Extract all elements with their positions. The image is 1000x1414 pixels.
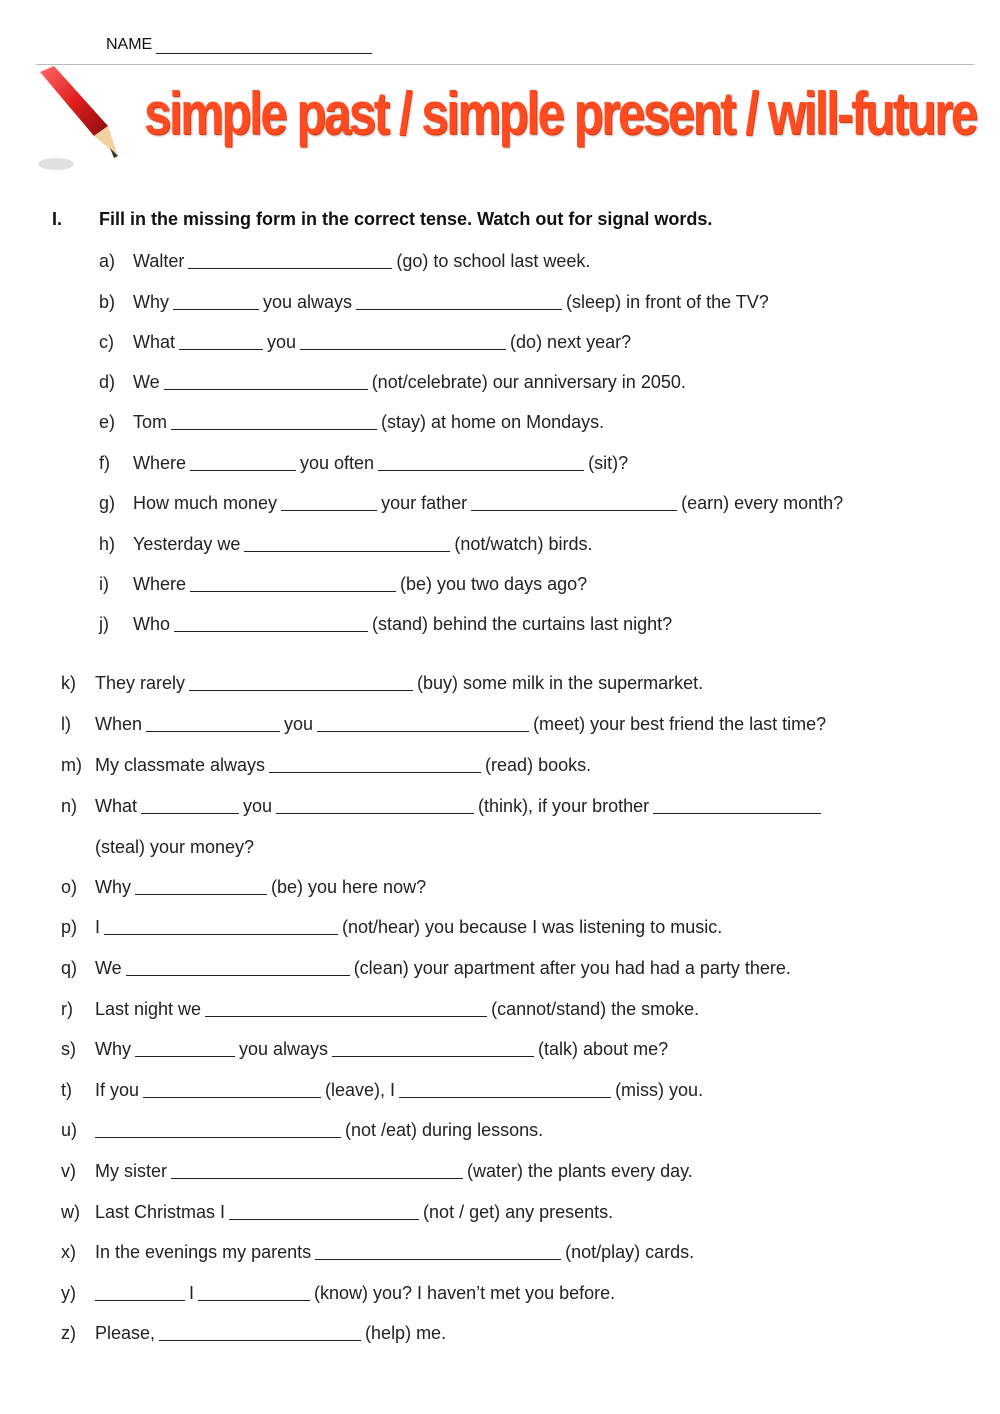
exercise-item-o	[61, 876, 426, 898]
item-text: you always	[239, 1039, 329, 1059]
item-label: w)	[61, 1202, 80, 1222]
exercise-item-s	[61, 1038, 668, 1060]
item-text: (not /eat) during lessons.	[345, 1120, 544, 1140]
item-label: c)	[99, 332, 114, 352]
item-label: l)	[61, 714, 71, 734]
item-text: (water) the plants every day.	[467, 1161, 693, 1181]
item-text: (miss) you.	[615, 1080, 704, 1100]
name-field	[106, 36, 372, 54]
exercise-item-t	[61, 1079, 703, 1101]
item-text: Please,	[95, 1323, 156, 1343]
answer-blank[interactable]	[378, 452, 584, 471]
answer-blank[interactable]	[244, 533, 450, 552]
item-text: My classmate always	[95, 755, 266, 775]
answer-blank[interactable]	[141, 795, 239, 814]
item-text: They rarely	[95, 673, 186, 693]
answer-blank[interactable]	[171, 411, 377, 430]
item-label: p)	[61, 917, 78, 937]
answer-blank[interactable]	[174, 613, 368, 632]
exercise-item-x	[61, 1241, 694, 1263]
item-text: Who	[133, 614, 171, 634]
item-text: We	[133, 372, 160, 392]
section-number: I.	[52, 209, 63, 229]
item-text: Yesterday we	[133, 534, 241, 554]
header-rule	[36, 64, 974, 65]
answer-blank[interactable]	[399, 1079, 611, 1098]
exercise-item-e	[99, 411, 604, 433]
name-blank[interactable]	[156, 37, 372, 54]
item-label: d)	[99, 372, 116, 392]
item-text: Why	[95, 1039, 131, 1059]
item-text: (sit)?	[588, 453, 629, 473]
exercise-item-m	[61, 754, 591, 776]
answer-blank[interactable]	[332, 1038, 534, 1057]
exercise-item-i	[99, 573, 587, 595]
answer-blank[interactable]	[95, 1119, 341, 1138]
answer-blank[interactable]	[173, 291, 259, 310]
item-text: (help) me.	[365, 1323, 447, 1343]
answer-blank[interactable]	[171, 1160, 463, 1179]
exercise-item-n	[61, 795, 825, 817]
item-text: (sleep) in front of the TV?	[566, 292, 769, 312]
item-text: (not / get) any presents.	[423, 1202, 614, 1222]
item-label: f)	[99, 453, 110, 473]
item-text: I	[95, 917, 101, 937]
item-text: Tom	[133, 412, 168, 432]
item-text: What	[95, 796, 138, 816]
answer-blank[interactable]	[190, 573, 396, 592]
item-text: Last Christmas I	[95, 1202, 226, 1222]
item-text: (cannot/stand) the smoke.	[491, 999, 700, 1019]
item-label: h)	[99, 534, 116, 554]
item-text: (buy) some milk in the supermarket.	[417, 673, 704, 693]
item-text: you	[243, 796, 273, 816]
exercise-item-p	[61, 916, 722, 938]
exercise-item-z	[61, 1322, 446, 1344]
item-text: Last night we	[95, 999, 202, 1019]
item-text: (do) next year?	[510, 332, 632, 352]
item-text: you often	[300, 453, 375, 473]
item-text: When	[95, 714, 143, 734]
item-text: your father	[381, 493, 468, 513]
answer-blank[interactable]	[190, 452, 296, 471]
item-text: I	[189, 1283, 195, 1303]
item-text: What	[133, 332, 176, 352]
item-text: (leave), I	[325, 1080, 396, 1100]
item-label: j)	[99, 614, 109, 634]
exercise-item-g	[99, 492, 843, 514]
item-label: v)	[61, 1161, 76, 1181]
item-text: (not/play) cards.	[565, 1242, 695, 1262]
answer-blank[interactable]	[143, 1079, 321, 1098]
answer-blank[interactable]	[471, 492, 677, 511]
item-text: (talk) about me?	[538, 1039, 669, 1059]
item-text: (stand) behind the curtains last night?	[372, 614, 673, 634]
item-label: s)	[61, 1039, 76, 1059]
item-text: Walter	[133, 251, 185, 271]
instruction-text: Fill in the missing form in the correct tense. Watch out for signal words.	[99, 209, 713, 229]
item-text: How much money	[133, 493, 278, 513]
item-label: q)	[61, 958, 78, 978]
item-text: My sister	[95, 1161, 167, 1181]
item-text: (stay) at home on Mondays.	[381, 412, 605, 432]
item-label: a)	[99, 251, 116, 271]
exercise-item-w	[61, 1201, 613, 1223]
answer-blank[interactable]	[95, 1282, 185, 1301]
answer-blank[interactable]	[164, 371, 368, 390]
item-label: x)	[61, 1242, 76, 1262]
item-label: t)	[61, 1080, 72, 1100]
answer-blank[interactable]	[229, 1201, 419, 1220]
exercise-item-v	[61, 1160, 693, 1182]
answer-blank[interactable]	[159, 1322, 361, 1341]
exercise-item-u	[61, 1119, 543, 1141]
item-text: (steal) your money?	[95, 837, 255, 857]
item-text: you	[284, 714, 314, 734]
answer-blank[interactable]	[317, 713, 529, 732]
exercise-item-n-continued	[95, 836, 254, 858]
exercise-item-l	[61, 713, 826, 735]
exercise-item-h	[99, 533, 592, 555]
worksheet-title: simple past / simple present / will-future	[144, 80, 976, 147]
item-label: y)	[61, 1283, 76, 1303]
exercise-item-k	[61, 672, 703, 694]
item-text: (know) you? I haven’t met you before.	[314, 1283, 616, 1303]
name-label: NAME	[106, 36, 153, 53]
answer-blank[interactable]	[653, 795, 821, 814]
answer-blank[interactable]	[104, 916, 338, 935]
exercise-item-c	[99, 331, 631, 353]
item-text: (not/celebrate) our anniversary in 2050.	[371, 372, 686, 392]
item-label: g)	[99, 493, 116, 513]
exercise-item-q	[61, 957, 791, 979]
section-instruction	[52, 209, 712, 230]
item-label: b)	[99, 292, 116, 312]
answer-blank[interactable]	[189, 672, 413, 691]
answer-blank[interactable]	[300, 331, 506, 350]
item-text: In the evenings my parents	[95, 1242, 312, 1262]
answer-blank[interactable]	[179, 331, 263, 350]
item-text: (think), if your brother	[478, 796, 650, 816]
item-text: Where	[133, 453, 187, 473]
item-label: z)	[61, 1323, 76, 1343]
item-text: Why	[133, 292, 169, 312]
answer-blank[interactable]	[269, 754, 481, 773]
exercise-item-y	[61, 1282, 615, 1304]
answer-blank[interactable]	[198, 1282, 310, 1301]
item-label: m)	[61, 755, 82, 775]
item-label: e)	[99, 412, 116, 432]
item-label: i)	[99, 574, 109, 594]
item-text: (read) books.	[485, 755, 592, 775]
exercise-item-a	[99, 250, 590, 272]
answer-blank[interactable]	[135, 1038, 235, 1057]
exercise-item-b	[99, 291, 769, 313]
item-text: Why	[95, 877, 131, 897]
answer-blank[interactable]	[135, 876, 267, 895]
answer-blank[interactable]	[146, 713, 280, 732]
item-text: (earn) every month?	[681, 493, 844, 513]
item-text: (go) to school last week.	[396, 251, 591, 271]
item-text: (clean) your apartment after you had had a party there.	[353, 958, 791, 978]
answer-blank[interactable]	[315, 1241, 561, 1260]
exercise-item-r	[61, 998, 699, 1020]
answer-blank[interactable]	[126, 957, 350, 976]
item-text: (meet) your best friend the last time?	[533, 714, 827, 734]
item-text: you always	[263, 292, 353, 312]
answer-blank[interactable]	[356, 291, 562, 310]
exercise-item-f	[99, 452, 628, 474]
item-text: you	[267, 332, 297, 352]
pencil-icon	[36, 64, 122, 174]
item-text: (not/watch) birds.	[454, 534, 593, 554]
item-label: u)	[61, 1120, 78, 1140]
exercise-item-j	[99, 613, 672, 635]
item-text: Where	[133, 574, 187, 594]
item-label: k)	[61, 673, 76, 693]
answer-blank[interactable]	[188, 250, 392, 269]
item-text: (be) you two days ago?	[400, 574, 588, 594]
item-text: (not/hear) you because I was listening to music.	[342, 917, 723, 937]
item-text: We	[95, 958, 122, 978]
answer-blank[interactable]	[205, 998, 487, 1017]
item-label: r)	[61, 999, 73, 1019]
answer-blank[interactable]	[281, 492, 377, 511]
item-text: (be) you here now?	[271, 877, 427, 897]
item-text: If you	[95, 1080, 140, 1100]
exercise-item-d	[99, 371, 686, 393]
answer-blank[interactable]	[276, 795, 474, 814]
item-label: o)	[61, 877, 78, 897]
item-label: n)	[61, 796, 78, 816]
